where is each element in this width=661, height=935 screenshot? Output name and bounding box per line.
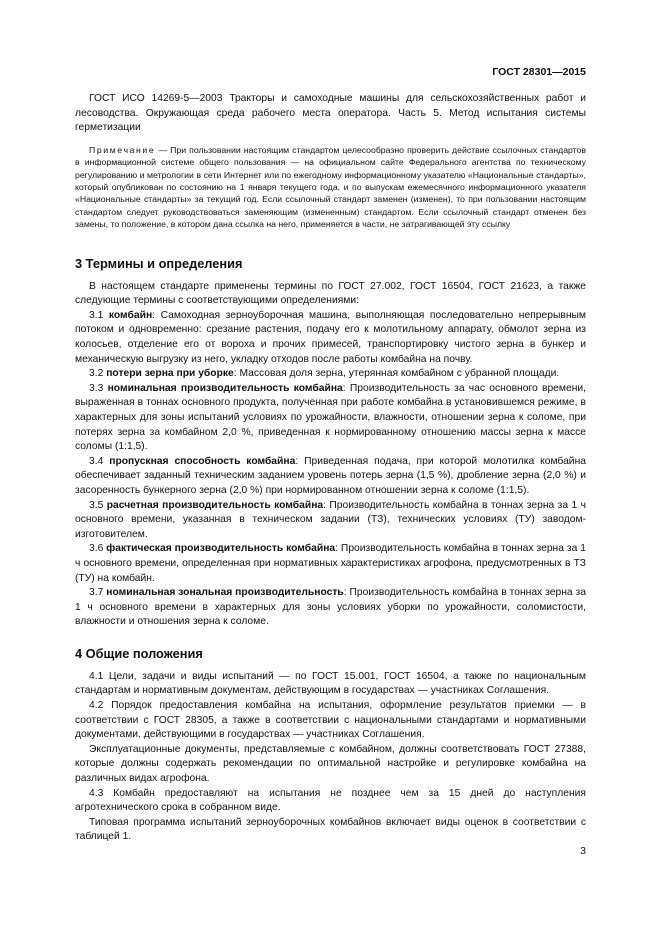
term-definition: : Самоходная зерноуборочная машина, выполняющая последовательно непрерывным потоком и одновременно: срезание растения, подачу его к молотильному аппарату, обмолот зерна из колосьев, отделение его от вороха и прочих примесей, транспортировку чистого зерна в бункер и механическую выгрузку из него, укладку отходов после работы комбайна на почву. <box>75 309 586 365</box>
clause-4-2-docs: Эксплуатационные документы, представляемые с комбайном, должны соответствовать ГОСТ 27388, которые должны содержать рекомендации по оптимальной настройке и регулировке комбайна на различных видах агрофона. <box>75 743 586 785</box>
term-definition: : Производительность комбайна в тоннах зерна за 1 ч основного времени в характерных для зоны условиях уборки по урожайности, соломистости, влажности и отношения зерна к соломе. <box>75 587 586 628</box>
term-name: пропускная способность комбайна <box>109 455 296 467</box>
page-body <box>75 92 586 845</box>
section-3-heading: 3 Термины и определения <box>75 255 243 271</box>
clause-4-1: 4.1 Цели, задачи и виды испытаний — по ГОСТ 15.001, ГОСТ 16504, а также по национальным стандартам и нормативным документам, действующим в государствах — участниках Соглашения. <box>75 670 586 697</box>
term-definition: : Производительность комбайна в тоннах зерна за 1 ч основного времени, указанная в техническом задании (ТЗ), технических условиях (ТУ) заводом-изготовителем. <box>75 499 586 540</box>
term-number: 3.5 <box>89 499 107 511</box>
term-3-5 <box>75 499 586 543</box>
term-number: 3.2 <box>89 368 107 380</box>
note-label: Примечание <box>89 144 156 155</box>
note-text: — При пользовании настоящим стандартом целесообразно проверить действие ссылочных стандартов в информационной системе общего пользования — на официальном сайте Федерального агентства по техническому регулированию и метрологии в сети Интернет или по ежегодному информационному указателю «Национальные стандарты», который опубликован по состоянию на 1 января текущего года, и по выпускам ежемесячного информационного указателя «Национальные стандарты» за текущий год. Если ссылочный стандарт заменен (изменен), то при пользовании настоящим стандартом следует руководствоваться заменяющим (измененным) стандартом. Если ссылочный стандарт отменен без замены, то положение, в котором дана ссылка на него, применяется в части, не затрагивающей эту ссылку <box>75 144 586 230</box>
term-definition: : Производительность комбайна в тоннах зерна за 1 ч основного времени, определенная при нормативных характеристиках агрофона, предусмотренных в ТЗ (ТУ) на комбайн. <box>75 543 586 584</box>
term-number: 3.1 <box>89 309 109 321</box>
clause-4-2: 4.2 Порядок предоставления комбайна на испытания, оформление результатов приемки — в соответствии с ГОСТ 28305, а также в соответствии с национальными стандартами и нормативными документами, действующими в государствах — участниках Соглашения. <box>75 700 586 741</box>
term-3-4 <box>75 455 586 499</box>
clause-4-3-program: Типовая программа испытаний зерноуборочных комбайнов включает виды оценок в соответствии с таблицей 1. <box>75 816 586 843</box>
section-4-heading: 4 Общие положения <box>75 645 203 661</box>
term-3-3 <box>75 382 586 455</box>
reference-iso-14269-5: ГОСТ ИСО 14269-5—2003 Тракторы и самоходные машины для сельскохозяйственных работ и лесоводства. Окружающая среда рабочего места оператора. Часть 5. Метод испытания системы герметизации <box>75 93 586 134</box>
page-number: 3 <box>580 845 586 857</box>
term-name: номинальная производительность комбайна <box>107 382 343 394</box>
term-3-7 <box>75 586 586 630</box>
term-definition: : Массовая доля зерна, утерянная комбайном с убранной площади. <box>233 368 560 380</box>
term-number: 3.4 <box>89 455 110 467</box>
section-3-intro: В настоящем стандарте применены термины по ГОСТ 27.002, ГОСТ 16504, ГОСТ 21623, а также следующие термины с соответствующими определениями: <box>75 280 586 307</box>
term-number: 3.7 <box>89 587 107 599</box>
document-code: ГОСТ 28301—2015 <box>492 66 586 78</box>
term-name: потери зерна при уборке <box>106 368 234 380</box>
term-definition: : Приведенная подача, при которой молотилка комбайна обеспечивает заданный техническим заданием уровень потерь зерна (1,5 %), дробление зерна (2,0 %) и засоренность бункерного зерна (2,0 %) при нормированном отношении зерна к соломе (1:1,5). <box>75 455 586 496</box>
term-name: фактическая производительность комбайна <box>106 543 336 555</box>
term-name: расчетная производительность комбайна <box>106 499 324 511</box>
term-3-6 <box>75 542 586 586</box>
term-name: номинальная зональная производительность <box>106 587 344 599</box>
term-3-1 <box>75 309 586 367</box>
term-name: комбайн <box>108 309 153 321</box>
clause-4-3: 4.3 Комбайн предоставляют на испытания не позднее чем за 15 дней до наступления агротехнического срока в собранном виде. <box>75 787 586 814</box>
term-definition: : Производительность за час основного времени, выраженная в тоннах основного продукта, полученная при работе комбайна в установившемся режиме, в характерных для зоны испытаний условиях по урожайности, влажности, отношении зерна к соломе, при потерях зерна за комбайном 2,0 %, приведенная к нормированному отношению массы зерна к массе соломы (1:1,5). <box>75 382 587 453</box>
note-paragraph <box>75 144 586 231</box>
term-number: 3.6 <box>89 543 107 555</box>
term-number: 3.3 <box>89 382 108 394</box>
term-3-2 <box>75 367 586 382</box>
